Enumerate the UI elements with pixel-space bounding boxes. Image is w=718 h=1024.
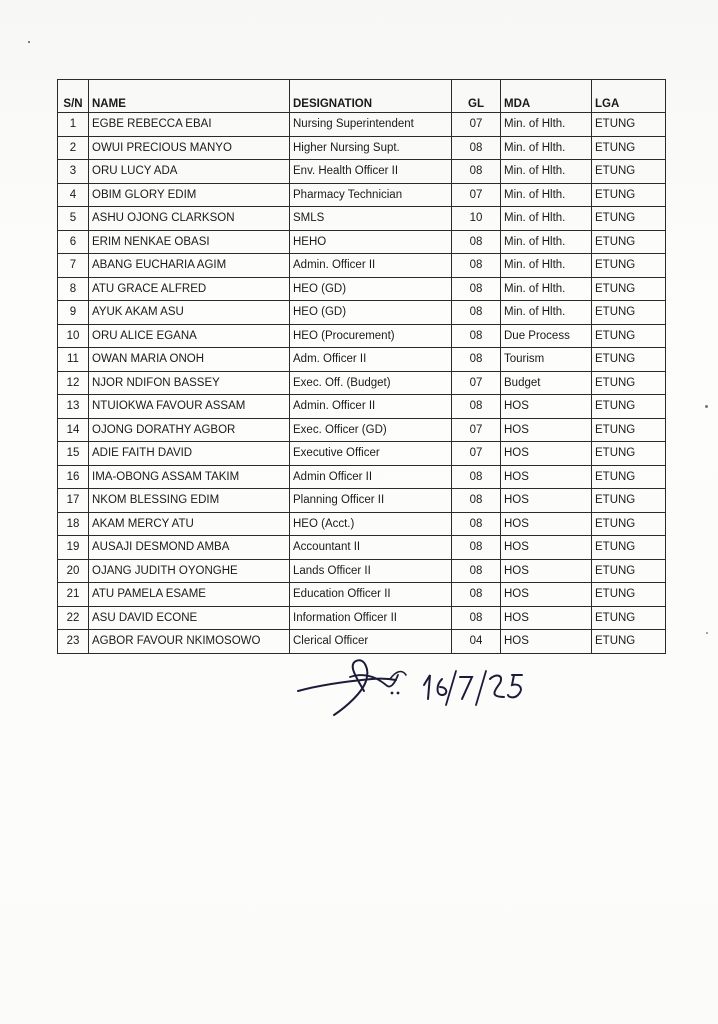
cell-designation: Nursing Superintendent — [290, 113, 452, 137]
cell-name: OJONG DORATHY AGBOR — [89, 418, 290, 442]
table-row — [58, 630, 666, 654]
cell-gl: 07 — [452, 371, 501, 395]
cell-sn: 8 — [58, 277, 89, 301]
cell-lga: ETUNG — [592, 230, 666, 254]
cell-name: AYUK AKAM ASU — [89, 301, 290, 325]
cell-sn: 5 — [58, 207, 89, 231]
cell-sn: 18 — [58, 512, 89, 536]
cell-sn: 11 — [58, 348, 89, 372]
cell-gl: 07 — [452, 113, 501, 137]
cell-lga: ETUNG — [592, 583, 666, 607]
cell-sn: 1 — [58, 113, 89, 137]
table-row — [58, 395, 666, 419]
cell-lga: ETUNG — [592, 254, 666, 278]
cell-mda: HOS — [501, 536, 592, 560]
header-name: NAME — [89, 80, 290, 113]
cell-lga: ETUNG — [592, 536, 666, 560]
cell-gl: 08 — [452, 395, 501, 419]
cell-lga: ETUNG — [592, 512, 666, 536]
cell-designation: HEO (GD) — [290, 277, 452, 301]
cell-mda: HOS — [501, 418, 592, 442]
paper-speck — [706, 632, 708, 634]
table-row — [58, 536, 666, 560]
cell-gl: 08 — [452, 254, 501, 278]
handwritten-signature — [290, 655, 550, 725]
table-row — [58, 371, 666, 395]
header-sn: S/N — [58, 80, 89, 113]
cell-gl: 08 — [452, 606, 501, 630]
cell-name: ASHU OJONG CLARKSON — [89, 207, 290, 231]
cell-designation: Adm. Officer II — [290, 348, 452, 372]
cell-mda: Tourism — [501, 348, 592, 372]
table-header-row — [58, 80, 666, 113]
table-row — [58, 583, 666, 607]
cell-mda: Min. of Hlth. — [501, 301, 592, 325]
cell-sn: 10 — [58, 324, 89, 348]
cell-name: OJANG JUDITH OYONGHE — [89, 559, 290, 583]
cell-sn: 7 — [58, 254, 89, 278]
header-lga: LGA — [592, 80, 666, 113]
cell-sn: 3 — [58, 160, 89, 184]
cell-sn: 14 — [58, 418, 89, 442]
cell-mda: HOS — [501, 630, 592, 654]
table-row — [58, 113, 666, 137]
cell-lga: ETUNG — [592, 324, 666, 348]
cell-mda: HOS — [501, 512, 592, 536]
cell-name: AKAM MERCY ATU — [89, 512, 290, 536]
table-row — [58, 442, 666, 466]
cell-name: AGBOR FAVOUR NKIMOSOWO — [89, 630, 290, 654]
table-row — [58, 489, 666, 513]
cell-name: ERIM NENKAE OBASI — [89, 230, 290, 254]
table-row — [58, 136, 666, 160]
cell-designation: Exec. Off. (Budget) — [290, 371, 452, 395]
table-row — [58, 418, 666, 442]
cell-mda: HOS — [501, 465, 592, 489]
cell-name: ORU ALICE EGANA — [89, 324, 290, 348]
cell-gl: 08 — [452, 489, 501, 513]
cell-name: ATU GRACE ALFRED — [89, 277, 290, 301]
cell-gl: 08 — [452, 277, 501, 301]
cell-lga: ETUNG — [592, 277, 666, 301]
cell-designation: Accountant II — [290, 536, 452, 560]
cell-designation: Planning Officer II — [290, 489, 452, 513]
table-row — [58, 183, 666, 207]
cell-designation: Executive Officer — [290, 442, 452, 466]
cell-mda: HOS — [501, 442, 592, 466]
cell-sn: 17 — [58, 489, 89, 513]
cell-gl: 07 — [452, 442, 501, 466]
table-row — [58, 465, 666, 489]
cell-name: ATU PAMELA ESAME — [89, 583, 290, 607]
cell-name: NKOM BLESSING EDIM — [89, 489, 290, 513]
cell-gl: 08 — [452, 465, 501, 489]
cell-lga: ETUNG — [592, 371, 666, 395]
cell-mda: Budget — [501, 371, 592, 395]
cell-sn: 2 — [58, 136, 89, 160]
cell-designation: Clerical Officer — [290, 630, 452, 654]
cell-lga: ETUNG — [592, 418, 666, 442]
cell-lga: ETUNG — [592, 559, 666, 583]
table-row — [58, 230, 666, 254]
cell-mda: Min. of Hlth. — [501, 230, 592, 254]
cell-sn: 19 — [58, 536, 89, 560]
cell-name: OWUI PRECIOUS MANYO — [89, 136, 290, 160]
table-row — [58, 207, 666, 231]
cell-designation: HEO (GD) — [290, 301, 452, 325]
cell-gl: 08 — [452, 160, 501, 184]
cell-lga: ETUNG — [592, 395, 666, 419]
table-row — [58, 512, 666, 536]
cell-mda: Min. of Hlth. — [501, 160, 592, 184]
cell-lga: ETUNG — [592, 136, 666, 160]
cell-name: ABANG EUCHARIA AGIM — [89, 254, 290, 278]
cell-lga: ETUNG — [592, 442, 666, 466]
cell-designation: Education Officer II — [290, 583, 452, 607]
cell-gl: 07 — [452, 418, 501, 442]
header-gl: GL — [452, 80, 501, 113]
header-mda: MDA — [501, 80, 592, 113]
cell-mda: Min. of Hlth. — [501, 136, 592, 160]
cell-mda: HOS — [501, 489, 592, 513]
paper-speck — [705, 405, 708, 408]
cell-sn: 4 — [58, 183, 89, 207]
table-row — [58, 254, 666, 278]
cell-lga: ETUNG — [592, 301, 666, 325]
cell-gl: 08 — [452, 230, 501, 254]
cell-gl: 08 — [452, 583, 501, 607]
cell-name: OWAN MARIA ONOH — [89, 348, 290, 372]
cell-designation: Pharmacy Technician — [290, 183, 452, 207]
cell-sn: 13 — [58, 395, 89, 419]
cell-mda: Min. of Hlth. — [501, 277, 592, 301]
table-body — [58, 113, 666, 654]
cell-designation: Env. Health Officer II — [290, 160, 452, 184]
cell-gl: 07 — [452, 183, 501, 207]
cell-name: ORU LUCY ADA — [89, 160, 290, 184]
table-row — [58, 324, 666, 348]
cell-sn: 12 — [58, 371, 89, 395]
cell-mda: HOS — [501, 559, 592, 583]
cell-designation: HEO (Procurement) — [290, 324, 452, 348]
table-row — [58, 277, 666, 301]
table-row — [58, 348, 666, 372]
table-row — [58, 301, 666, 325]
cell-designation: Lands Officer II — [290, 559, 452, 583]
cell-lga: ETUNG — [592, 113, 666, 137]
cell-designation: Information Officer II — [290, 606, 452, 630]
cell-gl: 08 — [452, 559, 501, 583]
cell-designation: Admin Officer II — [290, 465, 452, 489]
table-row — [58, 606, 666, 630]
cell-lga: ETUNG — [592, 465, 666, 489]
cell-lga: ETUNG — [592, 160, 666, 184]
cell-mda: Min. of Hlth. — [501, 254, 592, 278]
cell-gl: 08 — [452, 536, 501, 560]
cell-lga: ETUNG — [592, 606, 666, 630]
cell-designation: Exec. Officer (GD) — [290, 418, 452, 442]
cell-designation: Admin. Officer II — [290, 254, 452, 278]
cell-gl: 08 — [452, 301, 501, 325]
table-row — [58, 160, 666, 184]
cell-mda: Min. of Hlth. — [501, 183, 592, 207]
cell-lga: ETUNG — [592, 489, 666, 513]
cell-lga: ETUNG — [592, 348, 666, 372]
cell-name: AUSAJI DESMOND AMBA — [89, 536, 290, 560]
cell-designation: HEO (Acct.) — [290, 512, 452, 536]
cell-sn: 9 — [58, 301, 89, 325]
cell-gl: 04 — [452, 630, 501, 654]
cell-name: IMA-OBONG ASSAM TAKIM — [89, 465, 290, 489]
cell-sn: 6 — [58, 230, 89, 254]
cell-name: NTUIOKWA FAVOUR ASSAM — [89, 395, 290, 419]
cell-designation: Higher Nursing Supt. — [290, 136, 452, 160]
cell-gl: 08 — [452, 348, 501, 372]
cell-name: ADIE FAITH DAVID — [89, 442, 290, 466]
cell-sn: 22 — [58, 606, 89, 630]
cell-gl: 10 — [452, 207, 501, 231]
cell-name: NJOR NDIFON BASSEY — [89, 371, 290, 395]
cell-designation: HEHO — [290, 230, 452, 254]
cell-name: ASU DAVID ECONE — [89, 606, 290, 630]
paper-speck — [28, 41, 30, 43]
cell-sn: 21 — [58, 583, 89, 607]
cell-gl: 08 — [452, 512, 501, 536]
cell-lga: ETUNG — [592, 207, 666, 231]
staff-table — [57, 79, 666, 654]
cell-mda: HOS — [501, 395, 592, 419]
cell-lga: ETUNG — [592, 183, 666, 207]
cell-gl: 08 — [452, 324, 501, 348]
cell-mda: HOS — [501, 583, 592, 607]
cell-name: EGBE REBECCA EBAI — [89, 113, 290, 137]
cell-mda: Min. of Hlth. — [501, 113, 592, 137]
cell-sn: 20 — [58, 559, 89, 583]
cell-sn: 23 — [58, 630, 89, 654]
table-row — [58, 559, 666, 583]
cell-sn: 15 — [58, 442, 89, 466]
cell-mda: Due Process — [501, 324, 592, 348]
cell-sn: 16 — [58, 465, 89, 489]
cell-designation: Admin. Officer II — [290, 395, 452, 419]
cell-name: OBIM GLORY EDIM — [89, 183, 290, 207]
cell-mda: Min. of Hlth. — [501, 207, 592, 231]
header-designation: DESIGNATION — [290, 80, 452, 113]
cell-mda: HOS — [501, 606, 592, 630]
cell-lga: ETUNG — [592, 630, 666, 654]
cell-gl: 08 — [452, 136, 501, 160]
cell-designation: SMLS — [290, 207, 452, 231]
